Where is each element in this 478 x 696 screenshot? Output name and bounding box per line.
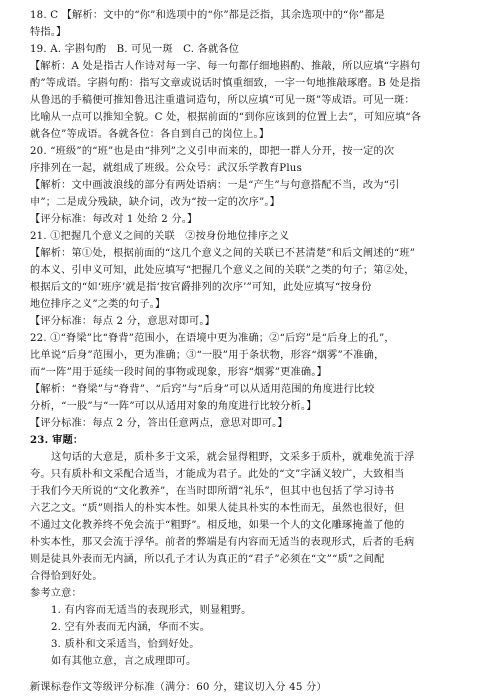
footer-title: 新课标卷作文等级评分标准（满分：60 分，建议切入分 45 分） <box>30 682 327 693</box>
text-line: 的本义、引申义可知，此处应填写“把握几个意义之间的关联”之类的句子；第②处， <box>30 265 415 276</box>
text-line: 22. ①“脊梁”比“脊背”范围小，在语境中更为准确；②“后窍”是“后身上的孔”， <box>30 333 395 344</box>
text-line: 而“一阵”用于延续一段时间的事物或现象，形容“烟雾”更准确。】 <box>30 367 327 378</box>
text-line: 【解析：A 处是指古人作诗对每一字、每一句都仔细地斟酌、推敲，所以应填“字斟句 <box>30 61 421 72</box>
text-line: 这句话的大意是，质朴多于文采，就会显得粗野，文采多于质朴，就难免流于浮 <box>51 452 415 463</box>
section-heading: 参考立意： <box>30 588 82 599</box>
text-line: 从鲁迅的手稿便可推知鲁迅注重遣词造句，所以应填“可见一斑”等成语。可见一斑： <box>30 95 415 106</box>
spacer <box>30 670 450 679</box>
text-line: 【评分标准：每改对 1 处给 2 分。】 <box>30 214 198 225</box>
text-line: 分析，“一股”与“一阵”可以从适用对象的角度进行比较分析。】 <box>30 401 317 412</box>
text-line: 【解析：“脊梁”与“脊背”、“后窍”与“后身”可以从适用范围的角度进行比较 <box>30 384 375 395</box>
text-line: 不通过文化教养终不免会流于“粗野”。相反地，如果一个人的文化雕琢掩盖了他的 <box>30 520 405 531</box>
text-line: 如有其他立意，言之成理即可。 <box>51 656 197 667</box>
text-line: 【评分标准：每点 2 分，答出任意两点，意思对即可。】 <box>30 418 288 429</box>
text-line: 18. C 【解析：文中的“你”和选项中的“你”都是泛指，其余选项中的“你”都是 <box>30 10 385 21</box>
text-line: 【评分标准：每点 2 分，意思对即可。】 <box>30 316 216 327</box>
text-line: 根据后文的“如‘班序’就是指‘按官爵排列的次序’”可知，此处应填写“按身份 <box>30 282 372 293</box>
text-line: 特指。】 <box>30 27 67 38</box>
text-line: 比单说“后身”范围小，更为准确；③“一股”用于条状物，形容“烟雾”不准确， <box>30 350 385 361</box>
text-line: 则是徒具外表而无内涵，所以孔子才认为真正的“君子”必须在“文”“质”之间配 <box>30 554 385 565</box>
list-item: 1. 有内容而无适当的表现形式，则显粗野。 <box>51 605 252 616</box>
text-line: 夸。只有质朴和文采配合适当，才能成为君子。此处的“文”字涵义较广，大致相当 <box>30 469 405 480</box>
text-line: 【解析：第①处，根据前面的“这几个意义之间的关联已不甚清楚”和后文阐述的“班” <box>30 248 416 259</box>
list-item: 2. 空有外表而无内涵，华而不实。 <box>51 622 210 633</box>
text-line: 地位排序之义”之类的句子。】 <box>30 299 166 310</box>
text-line: 21. ①把握几个意义之间的关联 ②按身份地位排序之义 <box>30 231 290 242</box>
text-line: 酌”等成语。字斟句酌：指写文章或说话时慎重细致，一字一句地推敲琢磨。B 处是指 <box>30 78 421 89</box>
text-line: 就各位”等成语。各就各位：各自到自己的岗位上。】 <box>30 129 270 140</box>
text-line: 比喻从一点可以推知全貌。C 处，根据前面的“到你应该到的位置上去”，可知应填“各 <box>30 112 422 123</box>
text-line: 申”；二是成分残缺，缺介词，改为“按一定的次序”。】 <box>30 197 281 208</box>
text-line: 朴实本性，那又会流于浮华。前者的弊端是有内容而无适当的表现形式，后者的毛病 <box>30 537 415 548</box>
text-line: 序排列在一起，就组成了班级。公众号：武汉乐学教育Plus <box>30 163 302 174</box>
text-line: 六艺之文。“质”则指人的朴实本性。如果人徒具朴实的本性而无，虽然也很好，但 <box>30 503 405 514</box>
text-line: 于我们今天所说的“文化教养”，在当时即所谓“礼乐”，但其中也包括了学习诗书 <box>30 486 395 497</box>
text-line: 19. A. 字斟句酌 B. 可见一斑 C. 各就各位 <box>30 44 240 55</box>
text-line: 20. “班级”的“班”也是由“排列”之义引申而来的，即把一群人分开，按一定的次 <box>30 146 395 157</box>
text-line: 【解析：文中画波浪线的部分有两处语病：一是“产生”与句意搭配不当，改为“引 <box>30 180 400 191</box>
list-item: 3. 质朴和文采适当，恰到好处。 <box>51 639 200 650</box>
text-line: 合得恰到好处。 <box>30 571 103 582</box>
section-heading: 23. 审题： <box>30 434 84 446</box>
